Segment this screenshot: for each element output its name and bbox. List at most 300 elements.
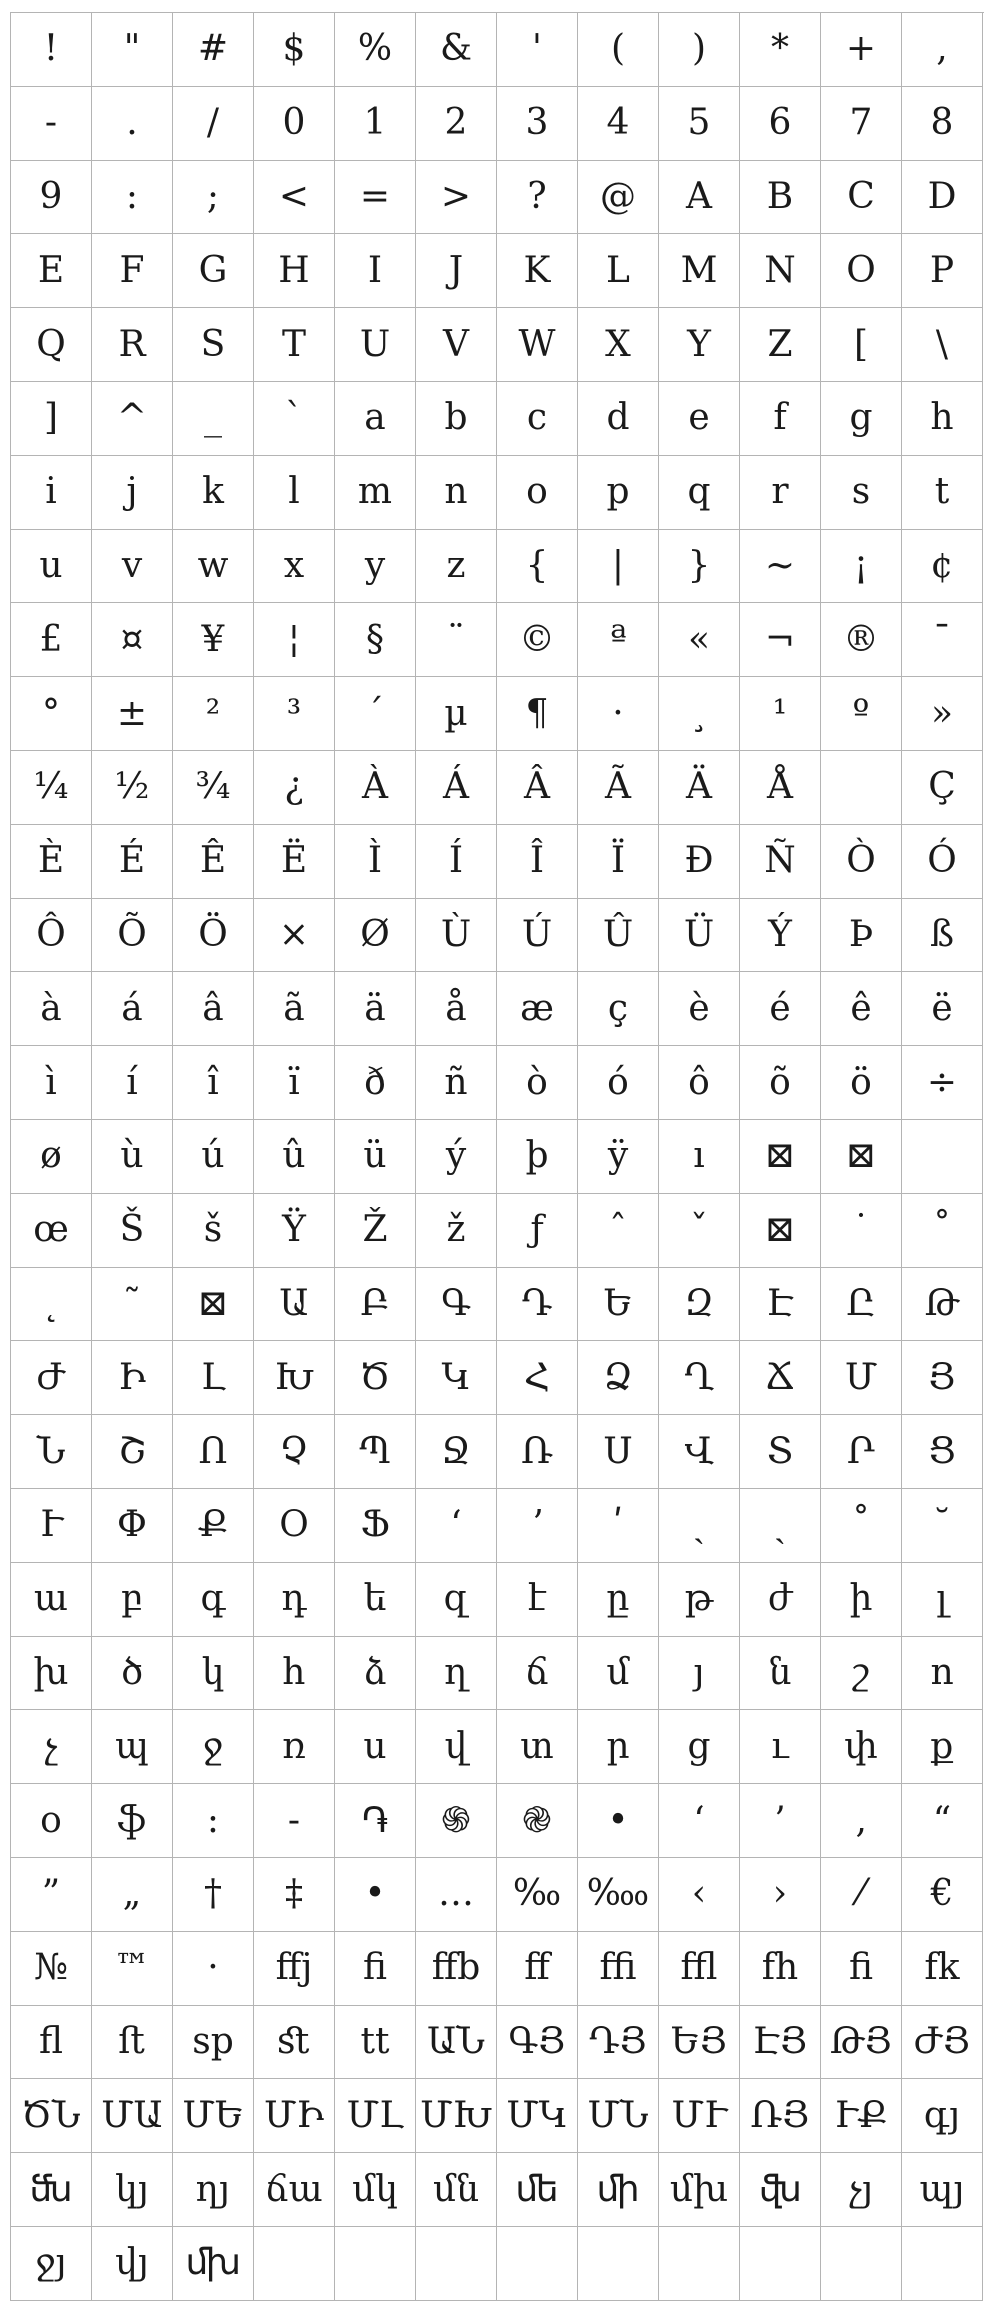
glyph-cell: Ò xyxy=(821,825,902,899)
glyph-cell: A xyxy=(659,161,740,235)
glyph-cell: մ xyxy=(578,1637,659,1711)
glyph-cell: ~ xyxy=(740,530,821,604)
glyph-cell: մխ xyxy=(659,2153,740,2227)
glyph-cell: P xyxy=(902,234,983,308)
glyph-cell: Ղ xyxy=(659,1341,740,1415)
glyph-cell: h xyxy=(902,382,983,456)
glyph-cell: q xyxy=(659,456,740,530)
glyph-cell: ¿ xyxy=(254,751,335,825)
glyph-cell: y xyxy=(335,530,416,604)
glyph-cell: ˆ xyxy=(578,1194,659,1268)
glyph-cell: 0 xyxy=(254,87,335,161)
glyph-cell: Բ xyxy=(335,1268,416,1342)
empty-cell xyxy=(578,2227,659,2301)
glyph-cell: Ը xyxy=(821,1268,902,1342)
glyph-cell: ú xyxy=(173,1120,254,1194)
empty-cell xyxy=(416,2227,497,2301)
glyph-cell: tt xyxy=(335,2006,416,2080)
empty-cell xyxy=(254,2227,335,2301)
glyph-cell: ´ xyxy=(335,677,416,751)
glyph-cell: € xyxy=(902,1858,983,1932)
glyph-cell: m xyxy=(335,456,416,530)
glyph-cell: ղ xyxy=(416,1637,497,1711)
glyph-cell: ˙ xyxy=(821,1194,902,1268)
glyph-cell: Í xyxy=(416,825,497,899)
glyph-cell: ( xyxy=(578,13,659,87)
glyph-cell: S xyxy=(173,308,254,382)
glyph-cell: í xyxy=(92,1046,173,1120)
glyph-cell: ; xyxy=(173,161,254,235)
glyph-cell: l xyxy=(254,456,335,530)
glyph-cell: Մ xyxy=(821,1341,902,1415)
glyph-cell: â xyxy=(173,972,254,1046)
glyph-cell: ԴՅ xyxy=(578,2006,659,2080)
glyph-cell: ' xyxy=(497,13,578,87)
glyph-cell: ê xyxy=(821,972,902,1046)
glyph-cell: ¨ xyxy=(416,603,497,677)
glyph-cell: ž xyxy=(416,1194,497,1268)
glyph-cell: / xyxy=(173,87,254,161)
glyph-cell: 6 xyxy=(740,87,821,161)
glyph-cell: á xyxy=(92,972,173,1046)
glyph-cell: Ú xyxy=(497,899,578,973)
glyph-cell: d xyxy=(578,382,659,456)
glyph-cell: \ xyxy=(902,308,983,382)
glyph-cell: H xyxy=(254,234,335,308)
glyph-cell: a xyxy=(335,382,416,456)
glyph-cell: ⊠ xyxy=(173,1268,254,1342)
glyph-cell: Q xyxy=(11,308,92,382)
glyph-cell: ը xyxy=(578,1563,659,1637)
glyph-cell: Ր xyxy=(821,1415,902,1489)
glyph-cell: Լ xyxy=(173,1341,254,1415)
glyph-cell: ռ xyxy=(254,1710,335,1784)
glyph-cell: º xyxy=(821,677,902,751)
glyph-cell: ջյ xyxy=(11,2227,92,2301)
glyph-cell: ԱՆ xyxy=(416,2006,497,2080)
glyph-cell: f xyxy=(740,382,821,456)
glyph-cell: Շ xyxy=(92,1415,173,1489)
glyph-cell: § xyxy=(335,603,416,677)
glyph-cell: ժ xyxy=(740,1563,821,1637)
empty-cell xyxy=(740,2227,821,2301)
glyph-cell: ç xyxy=(578,972,659,1046)
glyph-cell: k xyxy=(173,456,254,530)
glyph-cell: Ճ xyxy=(740,1341,821,1415)
glyph-cell: … xyxy=(416,1858,497,1932)
glyph-cell: 7 xyxy=(821,87,902,161)
glyph-cell: [ xyxy=(821,308,902,382)
glyph-cell: ñ xyxy=(416,1046,497,1120)
glyph-cell: ¬ xyxy=(740,603,821,677)
glyph-cell: Ç xyxy=(902,751,983,825)
glyph-cell: T xyxy=(254,308,335,382)
glyph-cell: պյ xyxy=(902,2153,983,2227)
glyph-cell: Ø xyxy=(335,899,416,973)
glyph-cell: ƒ xyxy=(497,1194,578,1268)
glyph-cell: ֏ xyxy=(335,1784,416,1858)
glyph-cell: Պ xyxy=(335,1415,416,1489)
glyph-cell: = xyxy=(335,161,416,235)
glyph-cell: Ծ xyxy=(335,1341,416,1415)
glyph-cell: Օ xyxy=(254,1489,335,1563)
glyph-cell xyxy=(821,751,902,825)
glyph-cell: õ xyxy=(740,1046,821,1120)
glyph-cell: v xyxy=(92,530,173,604)
glyph-cell: ? xyxy=(497,161,578,235)
glyph-cell: Á xyxy=(416,751,497,825)
glyph-cell: ˚ xyxy=(821,1489,902,1563)
glyph-cell: ﬁ xyxy=(335,1932,416,2006)
glyph-cell: ` xyxy=(254,382,335,456)
glyph-cell: կյ xyxy=(92,2153,173,2227)
glyph-cell: № xyxy=(11,1932,92,2006)
glyph-cell: Կ xyxy=(416,1341,497,1415)
glyph-cell: ! xyxy=(11,13,92,87)
glyph-cell: • xyxy=(578,1784,659,1858)
glyph-cell: $ xyxy=(254,13,335,87)
glyph-cell: Ք xyxy=(173,1489,254,1563)
glyph-cell: ‘ xyxy=(659,1784,740,1858)
glyph-cell: x xyxy=(254,530,335,604)
glyph-cell: ÷ xyxy=(902,1046,983,1120)
glyph-cell: Ա xyxy=(254,1268,335,1342)
glyph-cell: գ xyxy=(173,1563,254,1637)
glyph-cell: Ո xyxy=(173,1415,254,1489)
glyph-cell: ﬂ xyxy=(11,2006,92,2080)
glyph-cell: œ xyxy=(11,1194,92,1268)
glyph-cell: ° xyxy=(11,677,92,751)
glyph-cell: ] xyxy=(11,382,92,456)
glyph-cell: Ó xyxy=(902,825,983,899)
glyph-cell: ö xyxy=(821,1046,902,1120)
glyph-cell: ʼ xyxy=(497,1489,578,1563)
glyph-cell: É xyxy=(92,825,173,899)
glyph-cell: ԺՅ xyxy=(902,2006,983,2080)
glyph-cell: 8 xyxy=(902,87,983,161)
glyph-cell: I xyxy=(335,234,416,308)
glyph-cell: խ xyxy=(11,1637,92,1711)
glyph-cell: 1 xyxy=(335,87,416,161)
glyph-cell: À xyxy=(335,751,416,825)
glyph-cell: ‰ xyxy=(497,1858,578,1932)
glyph-cell: ‹ xyxy=(659,1858,740,1932)
glyph-cell: _ xyxy=(173,382,254,456)
glyph-cell: ¡ xyxy=(821,530,902,604)
glyph-cell: ù xyxy=(92,1120,173,1194)
glyph-cell: 3 xyxy=(497,87,578,161)
glyph-cell: շ xyxy=(821,1637,902,1711)
glyph-cell: չյ xyxy=(821,2153,902,2227)
glyph-cell: J xyxy=(416,234,497,308)
glyph-cell: Ù xyxy=(416,899,497,973)
glyph-cell: ô xyxy=(659,1046,740,1120)
glyph-cell: ՌՅ xyxy=(740,2079,821,2153)
glyph-cell: ֍ xyxy=(416,1784,497,1858)
glyph-cell: ﬗ xyxy=(173,2227,254,2301)
glyph-cell: ր xyxy=(578,1710,659,1784)
glyph-cell: ⊠ xyxy=(740,1120,821,1194)
glyph-cell: @ xyxy=(578,161,659,235)
glyph-cell: % xyxy=(335,13,416,87)
glyph-cell: է xyxy=(497,1563,578,1637)
glyph-cell: „ xyxy=(92,1858,173,1932)
glyph-cell: ‱ xyxy=(578,1858,659,1932)
glyph-cell: n xyxy=(416,456,497,530)
glyph-cell: Ð xyxy=(659,825,740,899)
glyph-cell: K xyxy=(497,234,578,308)
glyph-cell: ʻ xyxy=(416,1489,497,1563)
glyph-cell: û xyxy=(254,1120,335,1194)
glyph-cell: ó xyxy=(578,1046,659,1120)
glyph-grid xyxy=(10,12,984,2301)
glyph-cell xyxy=(902,1120,983,1194)
glyph-cell: ⁄ xyxy=(821,1858,902,1932)
glyph-cell: Å xyxy=(740,751,821,825)
glyph-cell: š xyxy=(173,1194,254,1268)
glyph-cell: ԵՅ xyxy=(659,2006,740,2080)
glyph-cell: ” xyxy=(11,1858,92,1932)
glyph-cell: Գ xyxy=(416,1268,497,1342)
glyph-cell: c xyxy=(497,382,578,456)
glyph-cell: u xyxy=(11,530,92,604)
glyph-cell: ı xyxy=(659,1120,740,1194)
glyph-cell: F xyxy=(92,234,173,308)
glyph-cell: Ü xyxy=(659,899,740,973)
glyph-cell: Ô xyxy=(11,899,92,973)
glyph-cell: e xyxy=(659,382,740,456)
glyph-cell: Ž xyxy=(335,1194,416,1268)
glyph-cell: Ý xyxy=(740,899,821,973)
glyph-cell: ֆ xyxy=(92,1784,173,1858)
glyph-cell: sp xyxy=(173,2006,254,2080)
glyph-cell: ծ xyxy=(92,1637,173,1711)
glyph-cell: > xyxy=(416,161,497,235)
glyph-cell: ՄԼ xyxy=(335,2079,416,2153)
glyph-cell: ü xyxy=(335,1120,416,1194)
glyph-cell: Խ xyxy=(254,1341,335,1415)
glyph-cell: U xyxy=(335,308,416,382)
glyph-cell: վյ xyxy=(92,2227,173,2301)
glyph-cell: t xyxy=(902,456,983,530)
glyph-cell: հ xyxy=(254,1637,335,1711)
glyph-cell: Š xyxy=(92,1194,173,1268)
glyph-cell: ¥ xyxy=(173,603,254,677)
glyph-cell: È xyxy=(11,825,92,899)
glyph-cell: ե xyxy=(335,1563,416,1637)
glyph-cell: µ xyxy=(416,677,497,751)
glyph-cell: ﬓ xyxy=(11,2153,92,2227)
glyph-cell: ð xyxy=(335,1046,416,1120)
glyph-cell: 9 xyxy=(11,161,92,235)
glyph-cell: M xyxy=(659,234,740,308)
glyph-cell: ՄՆ xyxy=(578,2079,659,2153)
glyph-cell: ø xyxy=(11,1120,92,1194)
glyph-cell: Թ xyxy=(902,1268,983,1342)
glyph-cell: Ե xyxy=(578,1268,659,1342)
glyph-cell: ) xyxy=(659,13,740,87)
glyph-cell: ՄԱ xyxy=(92,2079,173,2153)
glyph-cell: « xyxy=(659,603,740,677)
glyph-cell: © xyxy=(497,603,578,677)
glyph-cell: ի xyxy=(821,1563,902,1637)
glyph-cell: · xyxy=(578,677,659,751)
glyph-cell: ˏ xyxy=(659,1489,740,1563)
glyph-cell: ղյ xyxy=(173,2153,254,2227)
glyph-cell: ﬔ xyxy=(497,2153,578,2227)
glyph-cell: ± xyxy=(92,677,173,751)
glyph-cell: ˜ xyxy=(92,1268,173,1342)
glyph-cell: ² xyxy=(173,677,254,751)
glyph-cell: ¯ xyxy=(902,603,983,677)
glyph-cell: B xyxy=(740,161,821,235)
glyph-cell: ԹՅ xyxy=(821,2006,902,2080)
glyph-cell: ճ xyxy=(497,1637,578,1711)
glyph-cell: O xyxy=(821,234,902,308)
glyph-cell: £ xyxy=(11,603,92,677)
glyph-cell: փ xyxy=(821,1710,902,1784)
glyph-cell: ԳՅ xyxy=(497,2006,578,2080)
glyph-cell: ^ xyxy=(92,382,173,456)
glyph-cell: ՄԽ xyxy=(416,2079,497,2153)
glyph-cell: ջ xyxy=(173,1710,254,1784)
glyph-cell: é xyxy=(740,972,821,1046)
glyph-cell: ˚ xyxy=(902,1194,983,1268)
glyph-cell: p xyxy=(578,456,659,530)
glyph-cell: Ց xyxy=(902,1415,983,1489)
glyph-cell: Ի xyxy=(92,1341,173,1415)
glyph-cell: Ì xyxy=(335,825,416,899)
glyph-cell: Դ xyxy=(497,1268,578,1342)
glyph-cell: ւ xyxy=(740,1710,821,1784)
glyph-cell: î xyxy=(173,1046,254,1120)
glyph-cell: ¹ xyxy=(740,677,821,751)
empty-cell xyxy=(659,2227,740,2301)
glyph-cell: Ä xyxy=(659,751,740,825)
glyph-cell: ՒՔ xyxy=(821,2079,902,2153)
glyph-cell: è xyxy=(659,972,740,1046)
glyph-cell: - xyxy=(11,87,92,161)
glyph-cell: Z xyxy=(740,308,821,382)
glyph-cell: » xyxy=(902,677,983,751)
glyph-cell: Þ xyxy=(821,899,902,973)
glyph-cell: “ xyxy=(902,1784,983,1858)
glyph-cell: Ֆ xyxy=(335,1489,416,1563)
glyph-cell: ﬕ xyxy=(578,2153,659,2227)
glyph-cell: ™ xyxy=(92,1932,173,2006)
glyph-cell: բ xyxy=(92,1563,173,1637)
glyph-cell: à xyxy=(11,972,92,1046)
glyph-cell: o xyxy=(497,456,578,530)
glyph-cell: j xyxy=(92,456,173,530)
glyph-cell: ¢ xyxy=(902,530,983,604)
glyph-cell: ï xyxy=(254,1046,335,1120)
glyph-cell: ã xyxy=(254,972,335,1046)
glyph-cell: չ xyxy=(11,1710,92,1784)
glyph-cell: ո xyxy=(902,1637,983,1711)
glyph-cell: Վ xyxy=(659,1415,740,1489)
glyph-cell: ս xyxy=(335,1710,416,1784)
glyph-cell: D xyxy=(902,161,983,235)
empty-cell xyxy=(497,2227,578,2301)
glyph-cell: , xyxy=(902,13,983,87)
glyph-cell: մկ xyxy=(335,2153,416,2227)
glyph-cell: : xyxy=(173,1784,254,1858)
glyph-cell: ʹ xyxy=(578,1489,659,1563)
glyph-cell: ‡ xyxy=(254,1858,335,1932)
glyph-cell: g xyxy=(821,382,902,456)
glyph-cell: ¼ xyxy=(11,751,92,825)
glyph-cell: ò xyxy=(497,1046,578,1120)
glyph-cell: * xyxy=(740,13,821,87)
glyph-cell: # xyxy=(173,13,254,87)
glyph-cell: Ն xyxy=(11,1415,92,1489)
glyph-cell: } xyxy=(659,530,740,604)
glyph-cell: L xyxy=(578,234,659,308)
glyph-cell: • xyxy=(335,1858,416,1932)
glyph-cell: ԷՅ xyxy=(740,2006,821,2080)
glyph-cell: w xyxy=(173,530,254,604)
glyph-cell: V xyxy=(416,308,497,382)
glyph-cell: fk xyxy=(902,1932,983,2006)
glyph-cell: ¦ xyxy=(254,603,335,677)
glyph-cell: . xyxy=(92,87,173,161)
glyph-cell: ՄԵ xyxy=(173,2079,254,2153)
glyph-cell: յ xyxy=(659,1637,740,1711)
glyph-cell: Ÿ xyxy=(254,1194,335,1268)
glyph-cell: × xyxy=(254,899,335,973)
glyph-cell: ՄԿ xyxy=(497,2079,578,2153)
glyph-cell: { xyxy=(497,530,578,604)
glyph-cell: Y xyxy=(659,308,740,382)
glyph-cell: ն xyxy=(740,1637,821,1711)
glyph-cell: ⊠ xyxy=(740,1194,821,1268)
glyph-cell: ﬅ xyxy=(92,2006,173,2080)
glyph-cell: Տ xyxy=(740,1415,821,1489)
glyph-cell: Ռ xyxy=(497,1415,578,1489)
glyph-cell: ձ xyxy=(335,1637,416,1711)
glyph-cell: ﬄ xyxy=(659,1932,740,2006)
glyph-cell: Â xyxy=(497,751,578,825)
glyph-cell: b xyxy=(416,382,497,456)
glyph-cell: լ xyxy=(902,1563,983,1637)
glyph-cell: Û xyxy=(578,899,659,973)
glyph-cell: ց xyxy=(659,1710,740,1784)
glyph-cell: ý xyxy=(416,1120,497,1194)
glyph-cell: ﬀj xyxy=(254,1932,335,2006)
glyph-cell: W xyxy=(497,308,578,382)
glyph-cell: ® xyxy=(821,603,902,677)
empty-cell xyxy=(335,2227,416,2301)
glyph-cell: օ xyxy=(11,1784,92,1858)
glyph-cell: N xyxy=(740,234,821,308)
glyph-cell: Î xyxy=(497,825,578,899)
glyph-cell: : xyxy=(92,161,173,235)
glyph-cell: ՄՒ xyxy=(659,2079,740,2153)
glyph-cell: 4 xyxy=(578,87,659,161)
glyph-cell: ë xyxy=(902,972,983,1046)
glyph-cell: դ xyxy=(254,1563,335,1637)
glyph-cell: գյ xyxy=(902,2079,983,2153)
glyph-cell: ‚ xyxy=(821,1784,902,1858)
glyph-cell: ¸ xyxy=(659,677,740,751)
glyph-cell: ﬁ xyxy=(821,1932,902,2006)
glyph-cell: Յ xyxy=(902,1341,983,1415)
glyph-cell: Չ xyxy=(254,1415,335,1489)
glyph-cell: ¾ xyxy=(173,751,254,825)
glyph-cell: տ xyxy=(497,1710,578,1784)
glyph-cell: ’ xyxy=(740,1784,821,1858)
